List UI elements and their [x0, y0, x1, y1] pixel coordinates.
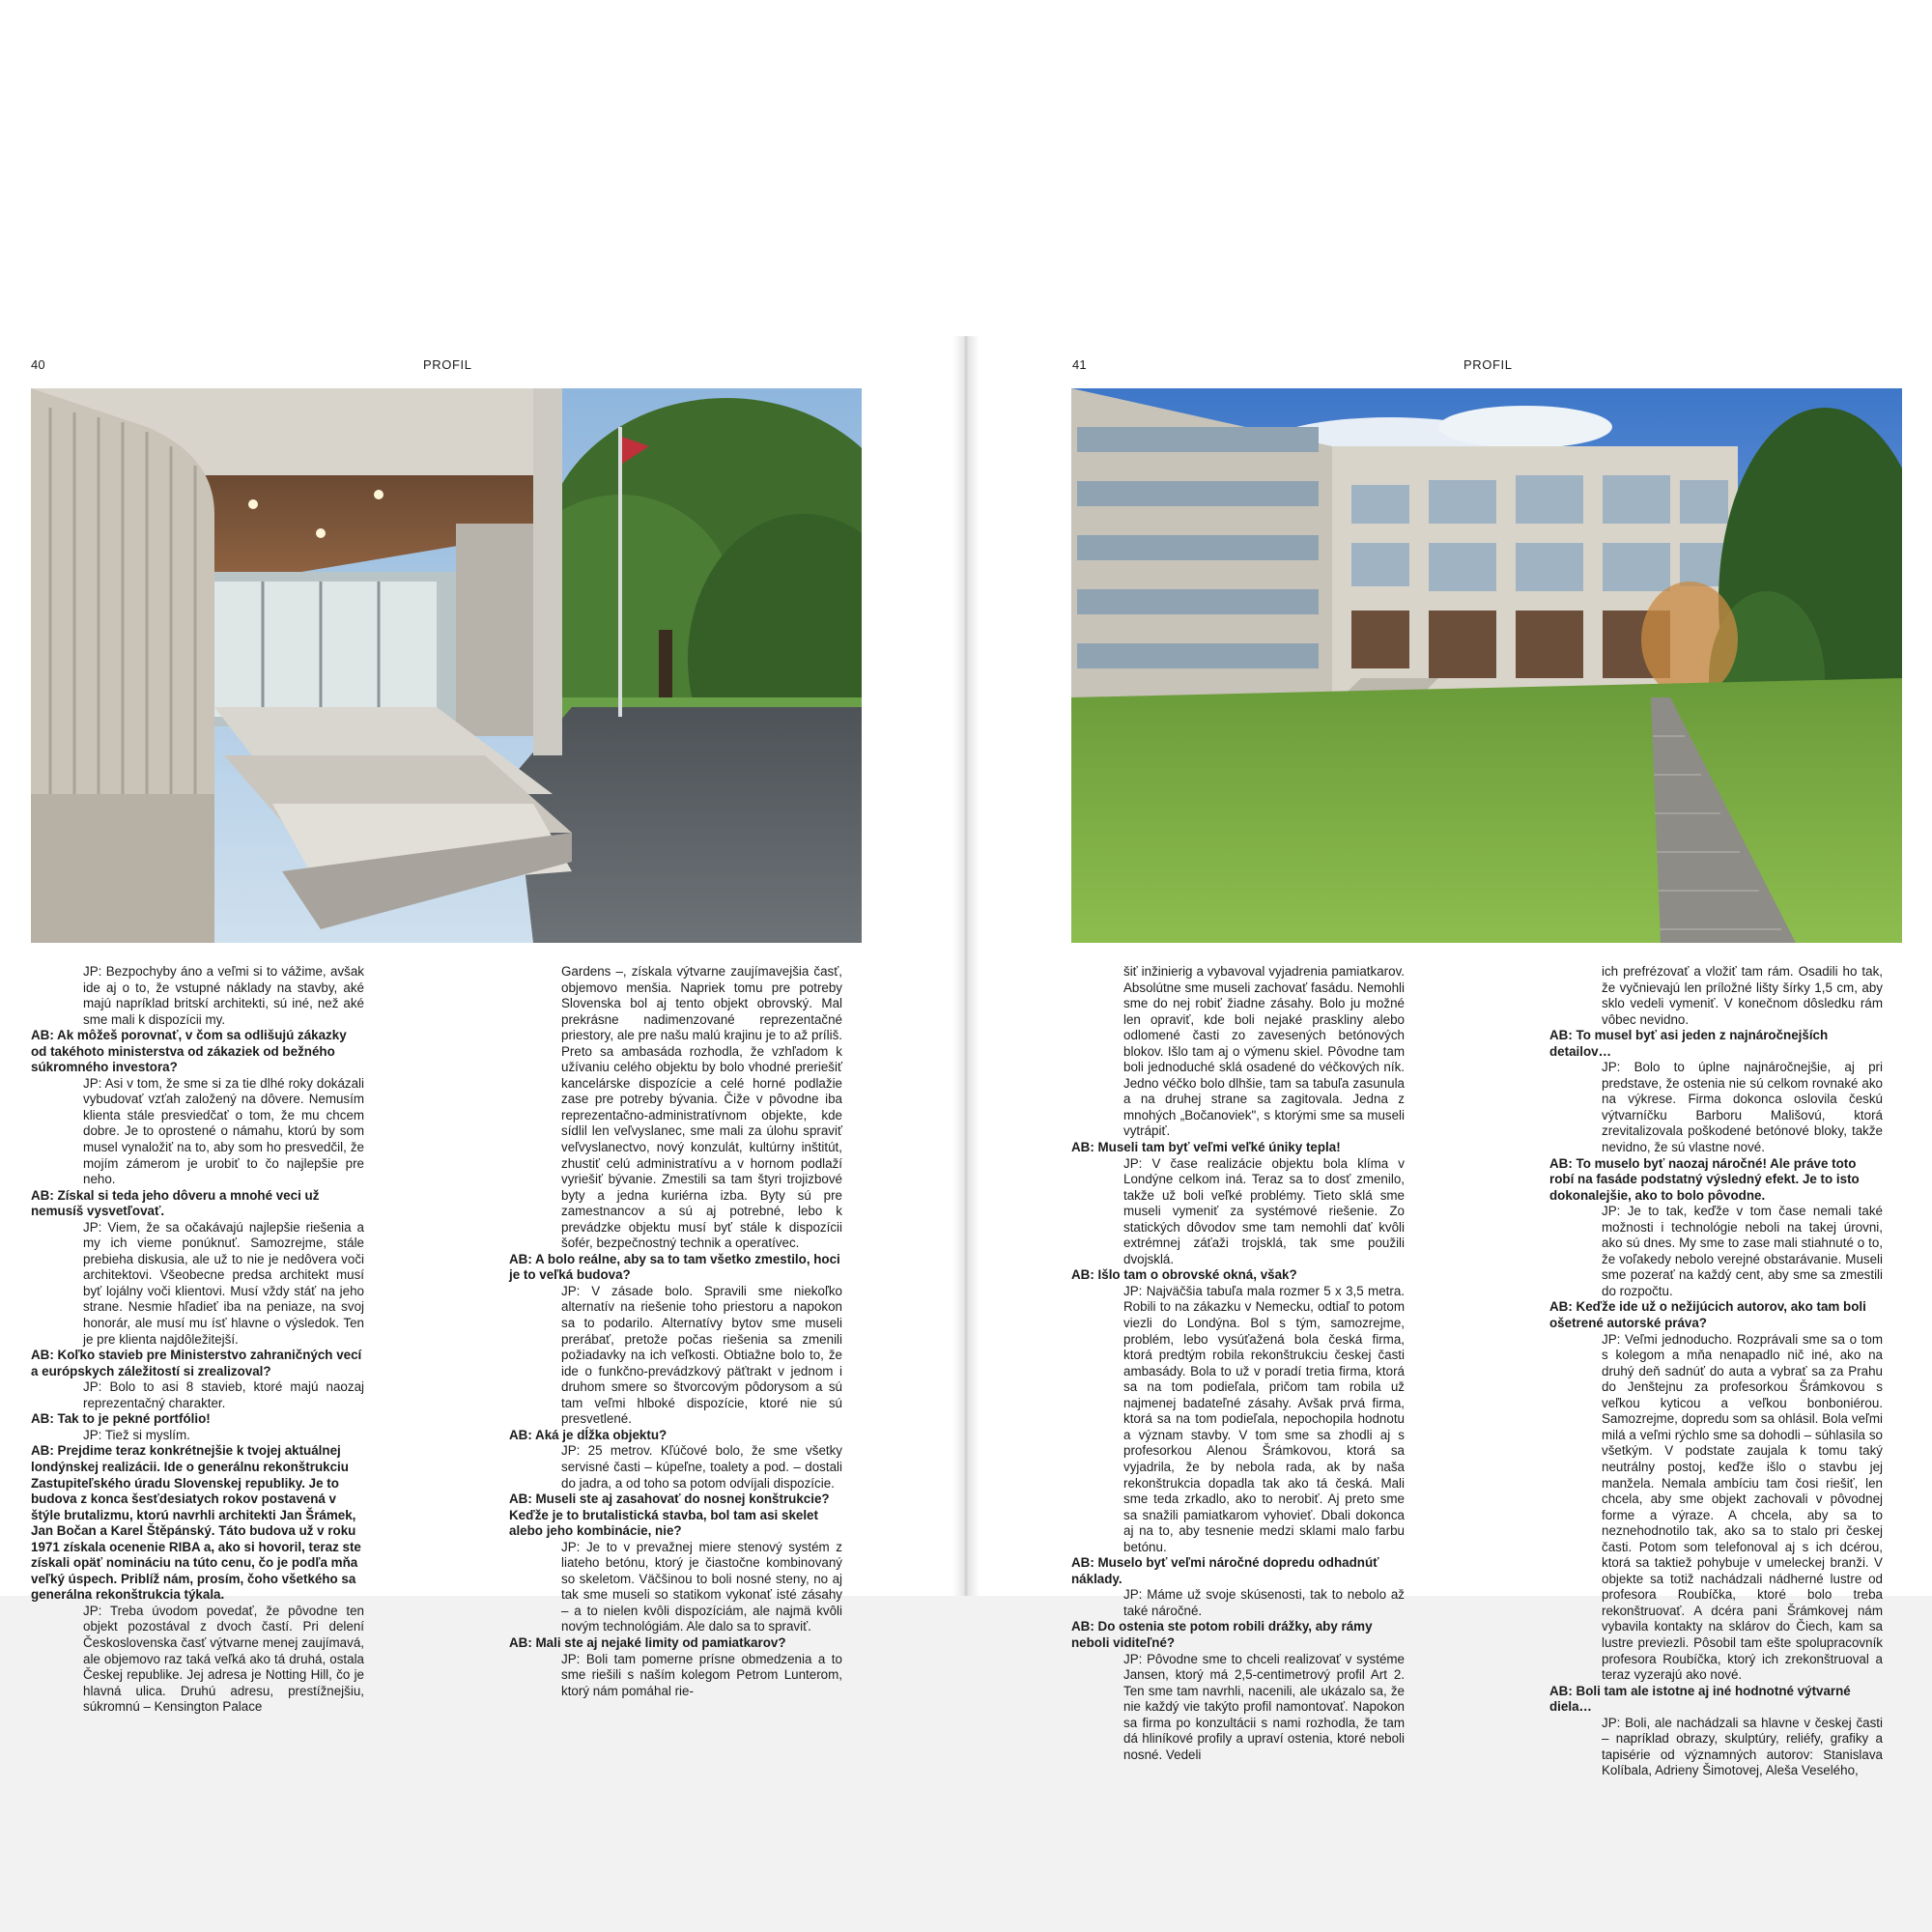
answer-text: Máme už svoje skúsenosti, tak to nebolo až také náročné.: [1123, 1587, 1405, 1618]
speaker-label: JP:: [1602, 1715, 1621, 1730]
interview-answer: [1071, 1156, 1405, 1268]
interview-question: AB: Museli tam byť veľmi veľké úniky tepla!: [1071, 1140, 1341, 1155]
interview-question: AB: Muselo byť veľmi náročné dopredu odhadnúť náklady.: [1071, 1555, 1379, 1586]
interview-question: AB: Ak môžeš porovnať, v čom sa odlišujú zákazky od takéhoto ministerstva od zákaziek od bežného súkromného investora?: [31, 1028, 347, 1075]
speaker-label: JP:: [561, 1539, 581, 1554]
answer-text: Bezpochyby áno a veľmi si to vážime, avšak ide aj o to, že vstupné náklady na stavby, aké majú napríklad britskí architekti, sú iné, než aké sme mali k dispozícii my.: [83, 964, 364, 1027]
continued-text: Gardens –, získala výtvarne zaujímavejšia časť, objemovo menšia. Napriek tomu pre potreby Slovenska bol aj tento objekt obrovský. Mal prekrásne nadimenzované reprezentačné priestory, ale pre našu malú krajinu je to až príliš. Preto sa ambasáda rozhodla, že vzhľadom k užívaniu celého objektu by bolo vhodné preriešiť kancelárske dispozície a celé horné podlažie zase pre potreby bývania. Čiže v pôvodne iba reprezentačno-administratívnom objekte, kde sídlil len veľvyslanec, sme mali za úlohu spraviť veľvyslanectvo, nový konzulát, kultúrny inštitút, zhustiť celú administratívu a v hornom podlaží vyriešiť bývanie. Zmestili sa tam štyri trojizbové byty a jedna kuriérna izba. Byty sú pre zamestnancov a sú aj potrebné, lebo k prevádzke objektu musí byť stále k dispozícii šofér, bezpečnostný technik a operatívec.: [561, 964, 842, 1251]
answer-text: Bolo to asi 8 stavieb, ktoré majú naozaj reprezentačný charakter.: [83, 1379, 364, 1410]
answer-text: Treba úvodom povedať, že pôvodne ten objekt pozostával z dvoch častí. Pri delení Československa časť výtvarne menej zaujímavá, ale objemovo raz taká veľká ako tá druhá, ostala Českej republike. Jej adresa je Notting Hill, čo je hlavná ulica. Druhú adresu, prestížnejšiu, súkromnú – Kensington Palace: [83, 1603, 364, 1715]
interview-answer: [31, 1604, 364, 1716]
answer-text: Boli tam pomerne prísne obmedzenia a to sme riešili s naším kolegom Petrom Lunterom, ktorý nám pomáhal rie-: [561, 1651, 842, 1698]
embassy-entrance-photo: [31, 388, 862, 943]
answer-text: Pôvodne sme to chceli realizovať v systéme Jansen, ktorý má 2,5-centimetrový profil Art 2. Ten sme tam navrhli, nacenili, ale ukázalo sa, že nie každý vie takýto profil namontovať. Napokon sa firma po konzultácii s nami rozhodla, že tam dá hliníkové profily a upraví ostenia, ktoré neboli nosné. Vedeli: [1123, 1651, 1405, 1762]
interview-question: AB: A bolo reálne, aby sa to tam všetko zmestilo, hoci je to veľká budova?: [509, 1251, 840, 1283]
answer-text: Najväčšia tabuľa mala rozmer 5 x 3,5 metra. Robili to na zákazku v Nemecku, odtiaľ to potom viezli do Londýna. Bol s tým, samozrejme, problém, lebo vysúťažená bola česká firma, ktorá predtým robila rekonštrukciu českej časti ambasády. Bola to už v poradí tretia firma, ktorá sa na tom podieľala, pričom tam robila už najmenej badateľné zásahy. Avšak prvá firma, ktorá sa na tom podieľala, nepochopila hodnotu a význam stavby. V tom sme sa zhodli aj s profesorkou Alenou Šrámkovou, ktorá sa vyjadrila, že by nebola rada, ak by naša rekonštrukcia dopadla tak ako tá česká. Mali sme teda zrkadlo, ako to nerobiť. Aj preto sme sa snažili pamiatkarom vyhovieť. Dbali dokonca aj na to, aby tesnenie medzi sklami malo farbu betónu.: [1123, 1283, 1405, 1554]
interview-answer: [1549, 1060, 1883, 1155]
interview-question: AB: Získal si teda jeho dôveru a mnohé veci už nemusíš vysvetľovať.: [31, 1187, 320, 1219]
interview-answer: [509, 1443, 842, 1492]
interview-question: AB: Boli tam ale istotne aj iné hodnotné výtvarné diela…: [1549, 1683, 1851, 1715]
continued-text: šiť inžinierig a vybavoval vyjadrenia pamiatkarov. Absolútne sme museli zachovať fasádu. Nemohli sme do nej robiť žiadne zásahy. Bolo ju možné len opraviť, kde boli nejaké praskliny alebo odlomené časti zo zavesených betónových blokov. Išlo tam aj o výmenu skiel. Pôvodne tam boli jednoduché sklá osadené do véčkových ník. Jedno véčko bolo dlhšie, tam sa tabuľa zasunula a na druhej strane sa zagitovala. Jedna z mnohých „Bočanoviek", s ktorými sme sa museli vytrápiť.: [1123, 964, 1405, 1139]
speaker-label: JP:: [1123, 1155, 1143, 1171]
running-head: PROFIL: [1463, 357, 1513, 372]
speaker-label: JP:: [83, 964, 102, 979]
embassy-courtyard-photo: [1071, 388, 1902, 943]
answer-text: Veľmi jednoducho. Rozprávali sme sa o tom s kolegom a mňa nenapadlo nič iné, ako na druhý deň sadnúť do auta a vybrať sa za Prahu do Jenštejnu za profesorkou Šrámkovou s veľkou kyticou a veľkou bonboniérou. Samozrejme, dopredu som sa ohlásil. Bola veľmi milá a veľmi rýchlo sme sa dohodli – súhlasila so všetkým. V podstate zaujala k tomu taký neutrálny postoj, keďže išlo o stavbu jej manžela. Nemala ambíciu tam čosi riešiť, len chcela, aby sme objekt zachovali v pôvodnej forme a výraze. A chcela, aby sa to neznehodnotilo tak, ako sa to stalo pri českej časti. Potom som telefonoval aj s ich dcérou, ktorá sa taktiež pohybuje v umeleckej branži. V objekte sa totiž nachádzali nádherné lustre od profesora Roubíčka, ktoré bolo treba rekonštruovať. A dcéra pani Šrámkovej nám vybavila kontakty na sklárov do Čiech, kam sa lustre previezli. Pôsobil tam ešte spolupracovník profesora Roubíčka, ktorý ich zrekonštruoval a teraz vyzerajú ako nové.: [1602, 1331, 1883, 1683]
interview-answer: [509, 1652, 842, 1700]
text-column-1: [31, 964, 364, 1716]
entrance-illustration: [31, 388, 862, 943]
answer-text: Boli, ale nachádzali sa hlavne v českej časti – napríklad obrazy, skulptúry, reliéfy, grafiky a tapisérie od významných autorov: Stanislava Kolíbala, Adrieny Šimotovej, Aleša Veselého,: [1602, 1715, 1883, 1778]
interview-question: AB: Tak to je pekné portfólio!: [31, 1411, 211, 1427]
interview-question: AB: Mali ste aj nejaké limity od pamiatkarov?: [509, 1634, 786, 1650]
answer-text: V čase realizácie objektu bola klíma v Londýne celkom iná. Teraz sa to dosť zmenilo, takže už boli veľké problémy. Tieto sklá sme museli vymeniť za systémové riešenie. Zo statických dôvodov sme tam nemohli dať kvôli extrémnej záťaži trojsklá, tak sme použili dvojsklá.: [1123, 1155, 1405, 1266]
speaker-label: JP:: [561, 1651, 581, 1666]
speaker-label: JP:: [1602, 1204, 1621, 1219]
right-page: [966, 336, 1932, 1778]
interview-answer: [1071, 1587, 1405, 1619]
interview-question: AB: Do ostenia ste potom robili drážky, aby rámy neboli viditeľné?: [1071, 1619, 1373, 1650]
answer-text: Tiež si myslím.: [104, 1427, 190, 1442]
interview-question: AB: To muselo byť naozaj náročné! Ale práve toto robí na fasáde podstatný výsledný efekt. Je to isto dokonalejšie, ako to bolo pôvodne.: [1549, 1155, 1860, 1203]
answer-text: 25 metrov. Kľúčové bolo, že sme všetky servisné časti – kúpeľne, toalety a pod. – dostali do jadra, a od toho sa potom odvíjali dispozície.: [561, 1443, 842, 1491]
interview-answer: [509, 1284, 842, 1428]
answer-text: V zásade bolo. Spravili sme niekoľko alternatív na riešenie toho priestoru a napokon sa to podarilo. Alternatívy bytov sme museli prerábať, pretože počas riešenia sa zmenili požiadavky na ich veľkosti. Obtiažne bolo to, že ide o funkčno-prevádzkový päťtrakt v jednom i druhom smere so štvorcovým pôdorysom a sú tam veľmi hlboké dispozície, ktoré nie sú presvetlené.: [561, 1283, 842, 1427]
page-number: 40: [31, 357, 45, 372]
speaker-label: JP:: [1123, 1651, 1143, 1666]
text-column-2: [1549, 964, 1883, 1779]
continued-text: ich prefrézovať a vložiť tam rám. Osadili ho tak, že vyčnievajú len príložné lišty šírky 1,5 cm, aby sklo vedeli vymeniť. V konečnom dôsledku rám vôbec nevidno.: [1602, 964, 1883, 1027]
interview-question: AB: Keďže ide už o nežijúcich autorov, ako tam boli ošetrené autorské práva?: [1549, 1299, 1866, 1331]
interview-answer: [1071, 1652, 1405, 1764]
left-page: [0, 336, 966, 1715]
interview-answer: [31, 1379, 364, 1411]
speaker-label: JP:: [83, 1379, 102, 1395]
interview-question: AB: Koľko stavieb pre Ministerstvo zahraničných vecí a európskych záležitostí si zrealizoval?: [31, 1348, 362, 1378]
interview-answer: [1549, 1716, 1883, 1779]
interview-answer: [31, 1220, 364, 1348]
speaker-label: JP:: [1602, 1060, 1621, 1075]
speaker-label: JP:: [83, 1075, 102, 1091]
interview-answer: [31, 964, 364, 1028]
answer-text: Bolo to úplne najnáročnejšie, aj pri predstave, že ostenia nie sú celkom rovnaké ako na výkrese. Firma dokonca oslovila českú výtvarníčku Barboru Mališovú, ktorá zrevitalizovala poškodené betónové bloky, takže nevidno, že sú vlastne nové.: [1602, 1060, 1883, 1155]
interview-answer: [1549, 1204, 1883, 1299]
running-head: PROFIL: [423, 357, 472, 372]
speaker-label: JP:: [561, 1443, 581, 1459]
interview-answer: [31, 1428, 364, 1444]
interview-answer: [509, 1540, 842, 1635]
speaker-label: JP:: [1123, 1587, 1143, 1603]
courtyard-illustration: [1071, 388, 1902, 943]
interview-question: AB: Išlo tam o obrovské okná, však?: [1071, 1267, 1297, 1283]
interview-question: AB: Museli ste aj zasahovať do nosnej konštrukcie? Keďže je to brutalistická stavba, bol tam asi skelet alebo jeho kombinácie, nie?: [509, 1492, 830, 1539]
interview-answer: [1071, 1284, 1405, 1555]
interview-answer: [1549, 1332, 1883, 1684]
interview-answer: [31, 1076, 364, 1188]
speaker-label: JP:: [83, 1219, 102, 1235]
answer-text: Je to tak, keďže v tom čase nemali také možnosti i technológie neboli na takej úrovni, ako sú dnes. My sme to zase mali stiahnuté o to, že voľakedy nebolo verejné obstarávanie. Museli sme pozerať na každý cent, aby sme sa zmestili do rozpočtu.: [1602, 1204, 1883, 1298]
interview-question: AB: To musel byť asi jeden z najnáročnejších detailov…: [1549, 1028, 1829, 1059]
speaker-label: JP:: [83, 1603, 102, 1618]
text-column-2: [509, 964, 842, 1699]
speaker-label: JP:: [561, 1283, 581, 1298]
speaker-label: JP:: [1602, 1331, 1621, 1347]
text-column-1: [1071, 964, 1405, 1763]
answer-text: Je to v prevažnej miere stenový systém z liateho betónu, ktorý je čiastočne kombinovaný so skeletom. Väčšinou to boli nosné steny, no aj tak sme museli so statikom vykonať isté zásahy – a to nielen kvôli dispozíciám, ale najmä kvôli novým technológiám. Ale dalo sa to spraviť.: [561, 1539, 842, 1634]
speaker-label: JP:: [1123, 1283, 1143, 1298]
speaker-label: JP:: [83, 1427, 102, 1442]
interview-question: AB: Aká je dĺžka objektu?: [509, 1427, 668, 1442]
answer-text: Viem, že sa očakávajú najlepšie riešenia a my ich vieme ponúknuť. Samozrejme, stále prebieha diskusia, ale už to nie je nedôvera voči architektovi. Všeobecne predsa architekt musí byť lojálny voči klientovi. Musí vždy stáť na jeho strane. Nesmie hľadieť iba na peniaze, na svoj honorár, ale musí mu ísť hlavne o výsledok. Ten je pre klienta najdôležitejší.: [83, 1219, 364, 1347]
page-number: 41: [1072, 357, 1087, 372]
interview-question: AB: Prejdime teraz konkrétnejšie k tvojej aktuálnej londýnskej realizácii. Ide o generálnu rekonštrukciu Zastupiteľského úradu Slovenskej republiky. Je to budova z konca šesťdesiatych rokov postavená v štýle brutalizmu, ktorú navrhli architekti Jan Šrámek, Jan Bočan a Karel Štěpánský. Táto budova už v roku 1971 získala ocenenie RIBA a, ako si hovoril, teraz ste získali opäť nomináciu na túto cenu, čo je podľa mňa veľký úspech. Priblíž nám, prosím, čoho všetkého sa generálna rekonštrukcia týkala.: [31, 1443, 361, 1603]
answer-text: Asi v tom, že sme si za tie dlhé roky dokázali vybudovať vzťah založený na dôvere. Nemusím klienta stále presviedčať o tom, že mu chcem dobre. Je to oprostené o námahu, ktorú by som musel vynaložiť na to, aby som ho presvedčil, že mojím zámerom je urobiť to čo najlepšie pre neho.: [83, 1075, 365, 1187]
